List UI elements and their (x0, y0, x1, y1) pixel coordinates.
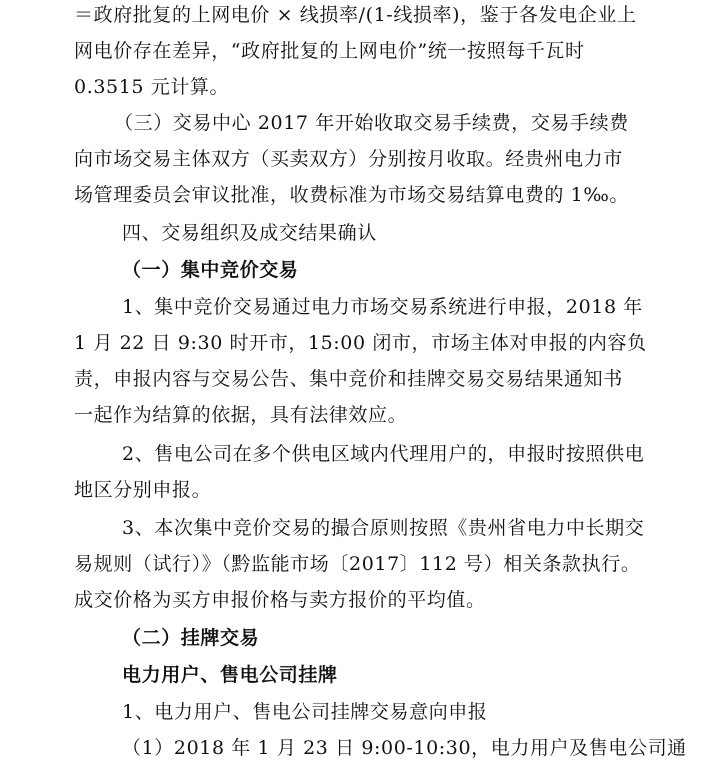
paragraph-line: 2、售电公司在多个供电区域内代理用户的，申报时按照供电 (122, 443, 645, 465)
paragraph-line: 一起作为结算的依据，具有法律效应。 (74, 404, 408, 426)
paragraph-line: 网电价存在差异，“政府批复的上网电价”统一按照每千瓦时 (74, 40, 585, 62)
subsection-heading: （二）挂牌交易 (122, 627, 260, 649)
paragraph-line: 3、本次集中竞价交易的撮合原则按照《贵州省电力中长期交 (122, 517, 645, 539)
paragraph-line: 责，申报内容与交易公告、集中竞价和挂牌交易交易结果通知书 (74, 368, 623, 390)
paragraph-line: 向市场交易主体双方（买卖双方）分别按月收取。经贵州电力市 (74, 148, 623, 170)
paragraph-line: 0.3515 元计算。 (74, 76, 230, 98)
subsection-heading: 电力用户、售电公司挂牌 (122, 664, 338, 686)
paragraph-line: （三）交易中心 2017 年开始收取交易手续费，交易手续费 (114, 112, 629, 134)
paragraph-line: （1）2018 年 1 月 23 日 9:00-10:30，电力用户及售电公司通 (122, 737, 687, 759)
subsection-heading: （一）集中竞价交易 (122, 259, 299, 281)
paragraph-line: 场管理委员会审议批准，收费标准为市场交易结算电费的 1‰。 (74, 184, 630, 206)
paragraph-line: 成交价格为买方申报价格与卖方报价的平均值。 (74, 589, 486, 611)
paragraph-line: ＝政府批复的上网电价 × 线损率/(1-线损率)，鉴于各发电企业上 (74, 4, 637, 26)
paragraph-line: 1 月 22 日 9:30 时开市，15:00 闭市，市场主体对申报的内容负 (74, 332, 647, 354)
paragraph-line: 地区分别申报。 (74, 479, 212, 501)
section-heading: 四、交易组织及成交结果确认 (122, 222, 377, 244)
paragraph-line: 易规则（试行）》（黔监能市场〔2017〕112 号）相关条款执行。 (74, 553, 641, 575)
paragraph-line: 1、电力用户、售电公司挂牌交易意向申报 (122, 701, 488, 723)
paragraph-line: 1、集中竞价交易通过电力市场交易系统进行申报，2018 年 (122, 296, 643, 318)
